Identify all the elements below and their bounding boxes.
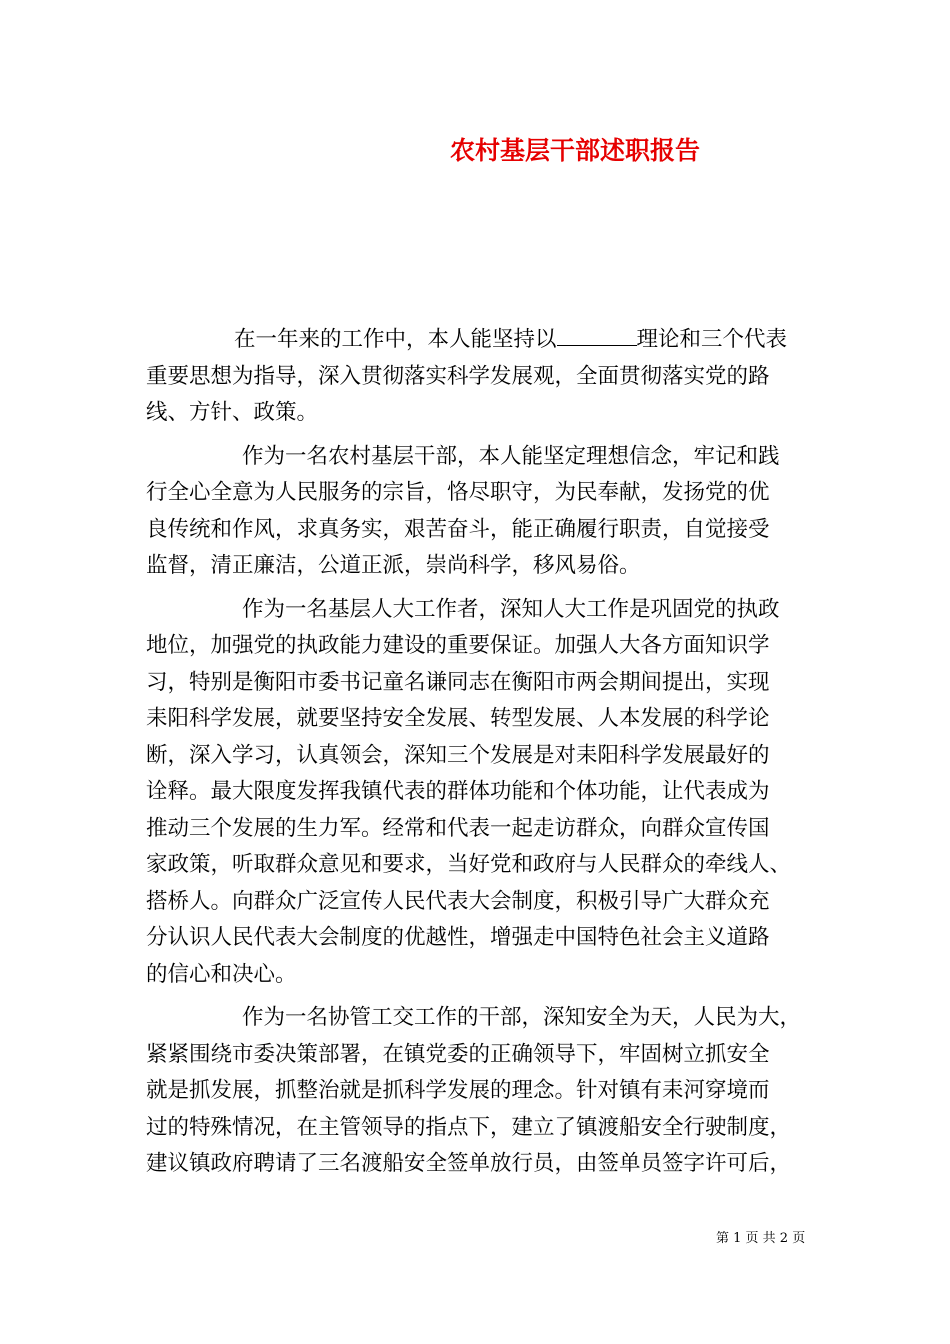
paragraph-line: 耒阳科学发展，就要坚持安全发展、转型发展、人本发展的科学论 (146, 706, 770, 731)
paragraph-line: 过的特殊情况，在主管领导的指点下，建立了镇渡船安全行驶制度， (146, 1114, 792, 1140)
paragraph-line: 分认识人民代表大会制度的优越性，增强走中国特色社会主义道路 (146, 925, 770, 950)
page-footer: 第 1 页 共 2 页 (716, 1231, 806, 1246)
paragraph-line (146, 322, 810, 359)
paragraph (146, 592, 810, 994)
paragraph-line: 线、方针、政策。 (146, 400, 319, 425)
paragraph-line: 的信心和决心。 (146, 961, 297, 987)
paragraph-gap (146, 432, 810, 439)
document-body (146, 322, 810, 1183)
paragraph-line: 习，特别是衡阳市委书记童名谦同志在衡阳市两会期间提出，实现 (146, 669, 770, 695)
document-title: 农村基层干部述职报告 (449, 136, 700, 165)
line-text: 在一年来的工作中，本人能坚持以 (234, 327, 557, 352)
paragraph-line: 作为一名协管工交工作的干部，深知安全为天，人民为大， (242, 1005, 802, 1030)
line-text: 理论和三个代表 (636, 327, 788, 352)
paragraph-line: 推动三个发展的生力军。经常和代表一起走访群众，向群众宣传国 (146, 815, 770, 841)
paragraph-gap (146, 993, 810, 1000)
paragraph-line: 紧紧围绕市委决策部署，在镇党委的正确领导下，牢固树立抓安全 (146, 1041, 770, 1067)
paragraph (146, 322, 810, 432)
paragraph-line: 作为一名基层人大工作者，深知人大工作是巩固党的执政 (242, 596, 780, 622)
paragraph-line: 地位，加强党的执政能力建设的重要保证。加强人大各方面知识学 (146, 633, 770, 658)
paragraph (146, 439, 810, 585)
paragraph-line: 诠释。最大限度发挥我镇代表的群体功能和个体功能，让代表成为 (146, 779, 770, 804)
paragraph-line: 良传统和作风，求真务实，艰苦奋斗，能正确履行职责，自觉接受 (146, 516, 770, 542)
fill-in-blank (557, 325, 637, 346)
paragraph-line: 家政策，听取群众意见和要求，当好党和政府与人民群众的牵线人、 (146, 852, 792, 877)
paragraph-line: 建议镇政府聘请了三名渡船安全签单放行员，由签单员签字许可后， (146, 1151, 792, 1176)
paragraph-line: 监督，清正廉洁，公道正派，崇尚科学，移风易俗。 (146, 553, 641, 578)
paragraph (146, 1000, 810, 1183)
paragraph-line: 行全心全意为人民服务的宗旨，恪尽职守，为民奉献，发扬党的优 (146, 480, 770, 505)
paragraph-line: 重要思想为指导，深入贯彻落实科学发展观，全面贯彻落实党的路 (146, 363, 770, 389)
paragraph-line: 断，深入学习，认真领会，深知三个发展是对耒阳科学发展最好的 (146, 742, 770, 768)
paragraph-line: 就是抓发展，抓整治就是抓科学发展的理念。针对镇有耒河穿境而 (146, 1078, 770, 1103)
paragraph-line: 作为一名农村基层干部，本人能坚定理想信念，牢记和践 (242, 443, 780, 469)
paragraph-gap (146, 585, 810, 592)
paragraph-line: 搭桥人。向群众广泛宣传人民代表大会制度，积极引导广大群众充 (146, 888, 770, 914)
